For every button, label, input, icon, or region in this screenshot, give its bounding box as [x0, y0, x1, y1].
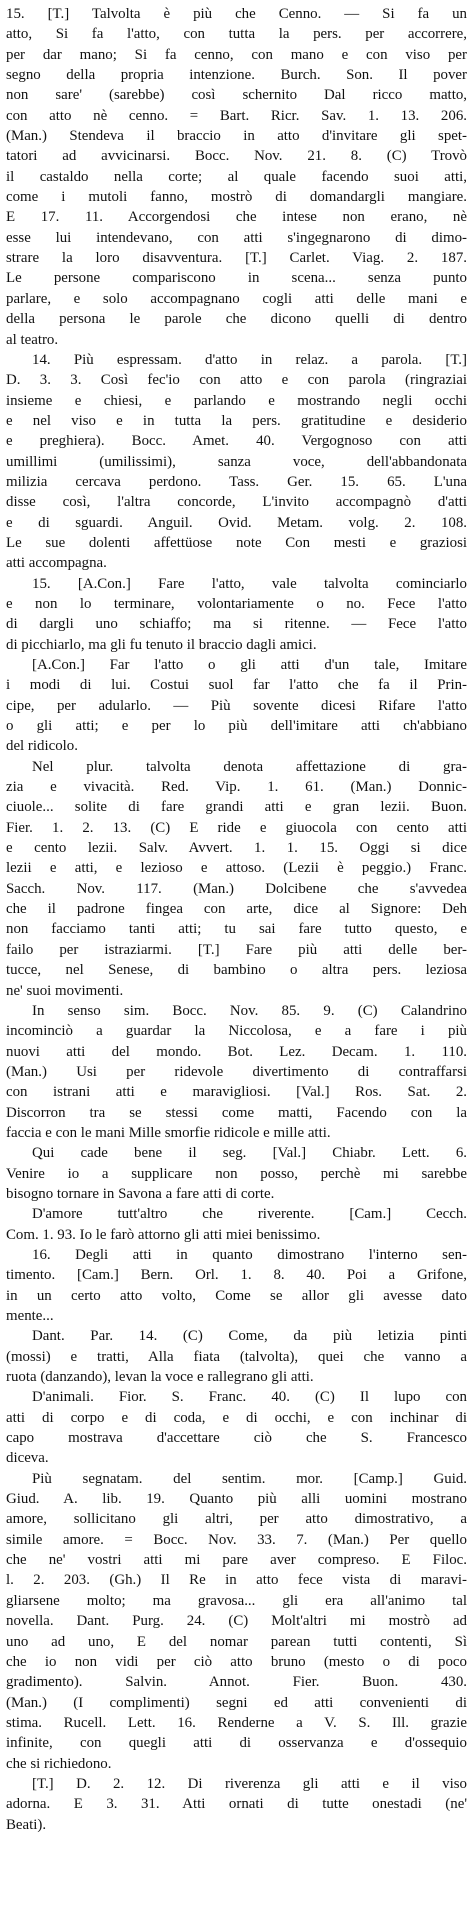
text-line: Beati).	[6, 1816, 47, 1833]
text-line: Com. 1. 93. Io le farò attorno gli atti miei benissimo.	[6, 1226, 321, 1243]
text-line: capo mostrava d'accettare ciò che S. Francesco	[6, 1430, 467, 1447]
text-line: che io non vidi per ciò atto bruno (mesto o di poco	[6, 1653, 467, 1670]
text-line: disse così, l'altra concorde, L'invito accompagnò d'atti	[6, 494, 467, 511]
text-line: con atto nè cenno. = Bart. Ricr. Sav. 1. 13. 206.	[6, 107, 467, 124]
text-line: 15. [T.] Talvolta è più che Cenno. — Si fa un	[6, 6, 467, 22]
text-line: amore, sollicitano gli altri, per atto dimostrativo, a	[6, 1511, 467, 1528]
text-line: faccia e con le mani Mille smorfie ridicole e mille atti.	[6, 1124, 331, 1141]
text-line: ciuole... solite di fare grandi atti e gran lezii. Buon.	[6, 799, 467, 816]
text-line: tatori ad avvicinarsi. Bocc. Nov. 21. 8. (C) Trovò	[6, 148, 467, 165]
text-line: Più segnatam. del sentim. mor. [Camp.] Guid.	[32, 1470, 467, 1487]
text-line: (Man.) Stendeva il braccio in atto d'invitare gli spet-	[6, 128, 467, 145]
text-line: come i mutoli fanno, mostrò di domandargli mangiare.	[6, 189, 467, 206]
text-line: failo per istraziarmi. [T.] Fare più atti delle ber-	[6, 941, 467, 958]
text-line: atti accompagna.	[6, 555, 107, 572]
text-line: Nel plur. talvolta denota affettazione di gra-	[32, 758, 467, 775]
text-line: In senso sim. Bocc. Nov. 85. 9. (C) Calandrino	[32, 1002, 467, 1019]
text-line: diceva.	[6, 1450, 49, 1467]
text-line: D'amore tutt'altro che riverente. [Cam.] Cecch.	[32, 1206, 467, 1223]
text-line: umillimi (umilissimi), sanza voce, dell'abbandonata	[6, 453, 467, 470]
text-line: e nel viso e in tutta la pers. gratitudine e desiderio	[6, 412, 467, 429]
text-line: gradimento). Salvin. Annot. Fier. Buon. 430.	[6, 1674, 467, 1691]
text-line: stima. Rucell. Lett. 16. Renderne a V. S. Ill. grazie	[6, 1714, 467, 1731]
text-line: infinite, con quegli atti di osservanza e d'ossequio	[6, 1735, 467, 1752]
text-line: segno della propria intenzione. Burch. Son. Il pover	[6, 67, 467, 84]
text-line: (Man.) (I complimenti) segni ed atti convenienti di	[6, 1694, 467, 1711]
text-line: D. 3. 3. Così fec'io con atto e con parola (ringraziai	[6, 372, 467, 389]
text-line: parlare, e solo accompagnano cogli atti delle mani e	[6, 290, 467, 307]
text-line: D'animali. Fior. S. Franc. 40. (C) Il lupo con	[32, 1389, 467, 1406]
text-line: che ne' vostri atti mi pare aver compreso. E Filoc.	[6, 1552, 467, 1569]
text-line: al teatro.	[6, 331, 59, 348]
text-line: il castaldo nella corte; al quale facendo suoi atti,	[6, 168, 467, 185]
text-line: lezii e atti, e lezioso e attoso. (Lezii è peggio.) Franc.	[6, 860, 467, 877]
text-line: Discorron tra se stessi come matti, Facendo con la	[6, 1104, 467, 1121]
text-line: timento. [Cam.] Bern. Orl. 1. 8. 40. Poi a Grifone,	[6, 1267, 467, 1284]
text-line: milizia cercava perdono. Tass. Ger. 15. 65. L'una	[6, 473, 467, 490]
text-line: bisogno tornare in Savona a fare atti di corte.	[6, 1185, 275, 1202]
text-line: e preghiera). Bocc. Amet. 40. Vergognoso con atti	[6, 433, 467, 450]
text-line: gliarsene molto; ma gravosa... gli era all'animo tal	[6, 1592, 467, 1609]
text-line: e di sguardi. Anguil. Ovid. Metam. volg. 2. 108.	[6, 514, 467, 531]
text-line: di picchiarlo, ma gli fu tenuto il braccio dagli amici.	[6, 636, 317, 653]
text-line: tucce, nel Senese, di bambino o altra pers. leziosa	[6, 962, 467, 979]
text-line: 14. Più espressam. d'atto in relaz. a parola. [T.]	[32, 351, 467, 368]
text-line: i modi di lui. Costui suol far l'atto che fa il Prin-	[6, 677, 467, 694]
text-line: mente...	[6, 1308, 54, 1324]
text-line: Sacch. Nov. 117. (Man.) Dolcibene che s'avvedea	[6, 880, 467, 897]
text-line: atto, Si fa l'atto, con tutta la pers. per accorrere,	[6, 26, 467, 43]
text-line: atti di corpo e di coda, e di occhi, e con inchinar di	[6, 1409, 467, 1426]
text-line: Le sue dolenti affettüose note Con mesti e graziosi	[6, 534, 467, 551]
text-line: insieme e chiesi, e parlando e mostrando negli occhi	[6, 392, 467, 409]
text-line: cipe, per adularlo. — Più sovente dicesi Rifare l'atto	[6, 697, 467, 714]
text-line: incominciò a guardar la Niccolosa, e a fare i più	[6, 1023, 467, 1040]
text-line: uno ad uno, E del nomar parean tutti contenti, Sì	[6, 1633, 467, 1650]
text-line: Venire io a supplicare non posso, perchè mi sarebbe	[6, 1165, 467, 1182]
text-line: [T.] D. 2. 12. Di riverenza gli atti e il viso	[32, 1775, 467, 1792]
text-line: ne' suoi movimenti.	[6, 982, 124, 999]
text-line: strare la loro disavventura. [T.] Carlet. Viag. 2. 187.	[6, 250, 467, 267]
text-line: non sare' (sarebbe) così schernito Dal ricco matto,	[6, 87, 467, 104]
text-line: [A.Con.] Far l'atto o gli atti d'un tale, Imitare	[32, 657, 467, 673]
text-line: zia e vivacità. Red. Vip. 1. 61. (Man.) Donnic-	[6, 779, 467, 796]
text-line: 15. [A.Con.] Fare l'atto, vale talvolta cominciarlo	[32, 575, 467, 592]
text-line: (mossi) e tratti, Alla fiata (talvolta), quei che vanno a	[6, 1348, 467, 1365]
text-line: (Man.) Usi per ridevole divertimento di contraffarsi	[6, 1063, 467, 1080]
text-line: che si richiedono.	[6, 1755, 112, 1772]
text-line: di dargli uno schiaffo; ma si ritenne. — Fece l'atto	[6, 616, 467, 633]
text-line: o gli atti; e per lo più dell'imitare atti ch'abbiano	[6, 718, 467, 735]
text-line: simile amore. = Bocc. Nov. 33. 7. (Man.) Per quello	[6, 1531, 467, 1548]
text-line: Fier. 1. 2. 13. (C) E ride e giuocola con cento atti	[6, 819, 467, 836]
text-line: 16. Degli atti in quanto dimostrano l'interno sen-	[32, 1246, 467, 1263]
text-line: Dant. Par. 14. (C) Come, da più letizia pinti	[32, 1328, 467, 1345]
text-line: per dar mano; Si fa cenno, con mano e con viso per	[6, 46, 467, 63]
text-line: Qui cade bene il seg. [Val.] Chiabr. Lett. 6.	[32, 1145, 467, 1162]
text-line: esse lui intendevano, con atti s'ingegnarono di dimo-	[6, 229, 467, 246]
text-line: l. 2. 203. (Gh.) Il Re in atto fece vista di maravi-	[6, 1572, 467, 1589]
text-line: che il padrone fingea con arte, dice al Signore: Deh	[6, 901, 467, 918]
text-line: e non lo terminare, volontariamente o no. Fece l'atto	[6, 595, 467, 612]
text-line: non facciamo tanti atti; tu sai fare tutto questo, e	[6, 921, 467, 938]
text-line: novella. Dant. Purg. 24. (C) Molt'altri mi mostrò ad	[6, 1613, 467, 1630]
text-line: con istrani atti e maravigliosi. [Val.] Ros. Sat. 2.	[6, 1084, 467, 1101]
text-line: in un certo atto volto, Come se allor gli avesse dato	[6, 1287, 467, 1304]
text-line: Le persone compariscono in scena... senza punto	[6, 270, 467, 287]
text-line: della persona le parole che dicono quelli di dentro	[6, 311, 467, 328]
text-line: nuovi atti del mondo. Bot. Lez. Decam. 1. 110.	[6, 1043, 467, 1060]
text-line: E 17. 11. Accorgendosi che intese non erano, nè	[6, 209, 467, 226]
text-line: adorna. E 3. 31. Atti ornati di tutte onestadi (ne'	[6, 1796, 467, 1813]
text-line: ruota (danzando), levan la voce e rallegrano gli atti.	[6, 1369, 314, 1386]
text-line: del ridicolo.	[6, 738, 78, 755]
text-line: e cento lezii. Salv. Avvert. 1. 1. 15. Oggi si dice	[6, 840, 467, 857]
text-line: Giud. A. lib. 19. Quanto più alli uomini mostrano	[6, 1491, 467, 1508]
